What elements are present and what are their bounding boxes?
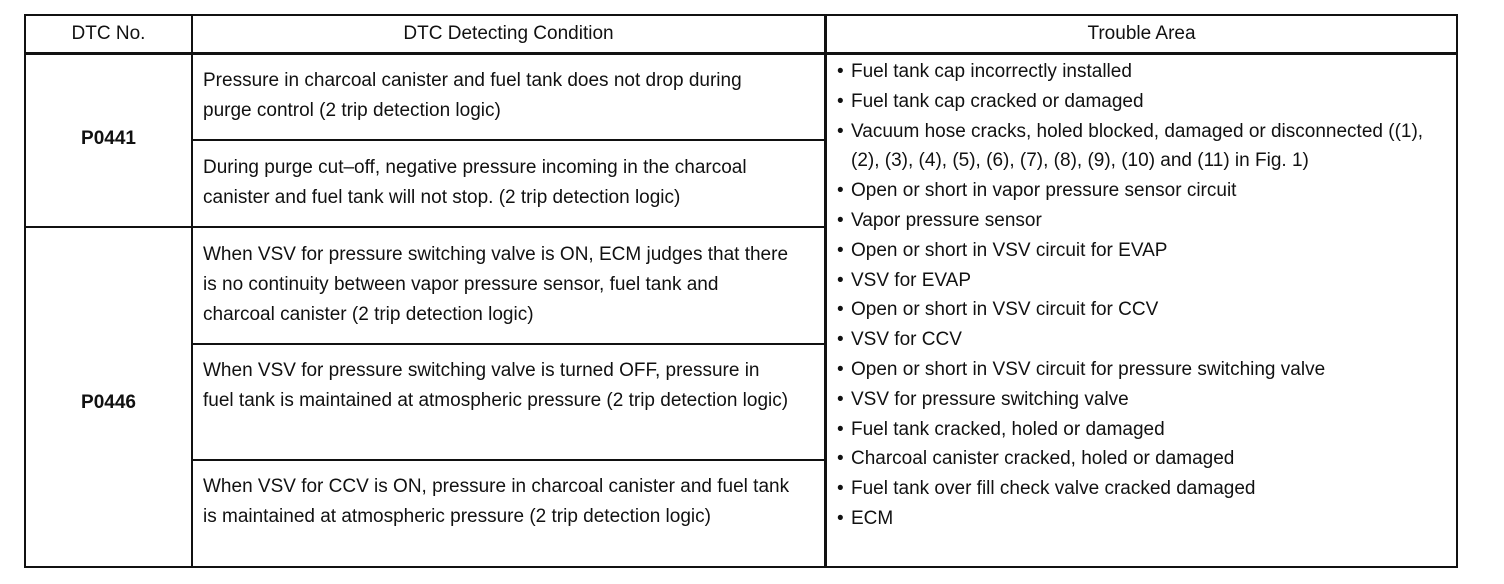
condition-text: When VSV for pressure switching valve is turned OFF, pressure in fuel tank is maintained at atmospheric pressure (2 trip detection logic) bbox=[203, 360, 789, 411]
row-divider bbox=[192, 139, 826, 141]
dtc-code: P0446 bbox=[81, 392, 136, 413]
header-condition: DTC Detecting Condition bbox=[403, 23, 614, 44]
trouble-area-item: • Fuel tank cap cracked or damaged bbox=[837, 87, 1427, 117]
row-divider bbox=[192, 343, 826, 345]
row-divider bbox=[26, 226, 826, 228]
condition-text: During purge cut–off, negative pressure incoming in the charcoal canister and fuel tank will not stop. (2 trip detection logic) bbox=[203, 157, 747, 208]
header-dtc-no: DTC No. bbox=[71, 23, 146, 44]
trouble-area-item: • Fuel tank cracked, holed or damaged bbox=[837, 415, 1427, 445]
trouble-area-item: • VSV for CCV bbox=[837, 325, 1427, 355]
trouble-area-item: • Open or short in vapor pressure sensor circuit bbox=[837, 176, 1427, 206]
trouble-area-item: • Open or short in VSV circuit for EVAP bbox=[837, 236, 1427, 266]
trouble-area-item: • Open or short in VSV circuit for pressure switching valve bbox=[837, 355, 1427, 385]
trouble-area-item: • Fuel tank over fill check valve cracked damaged bbox=[837, 474, 1427, 504]
trouble-area-item: • Fuel tank cap incorrectly installed bbox=[837, 57, 1427, 87]
dtc-table bbox=[24, 14, 1458, 568]
header-trouble-area: Trouble Area bbox=[1087, 23, 1196, 44]
row-divider bbox=[192, 459, 826, 461]
trouble-area-item: • VSV for pressure switching valve bbox=[837, 385, 1427, 415]
trouble-area-list-container bbox=[827, 57, 1427, 534]
trouble-area-item: • VSV for EVAP bbox=[837, 266, 1427, 296]
trouble-area-item: • ECM bbox=[837, 504, 1427, 534]
dtc-code: P0441 bbox=[81, 128, 136, 149]
trouble-area-list bbox=[837, 57, 1427, 534]
condition-text: When VSV for pressure switching valve is ON, ECM judges that there is no continuity between vapor pressure sensor, fuel tank and charcoal canister (2 trip detection logic) bbox=[203, 244, 789, 325]
condition-text: Pressure in charcoal canister and fuel tank does not drop during purge control (2 trip detection logic) bbox=[203, 70, 742, 121]
trouble-area-item: • Vacuum hose cracks, holed blocked, damaged or disconnected ((1), (2), (3), (4), (5), (6), (7), (8), (9), (10) and (11) in Fig. 1) bbox=[837, 117, 1427, 177]
trouble-area-item: • Vapor pressure sensor bbox=[837, 206, 1427, 236]
trouble-area-item: • Open or short in VSV circuit for CCV bbox=[837, 295, 1427, 325]
trouble-area-item: • Charcoal canister cracked, holed or damaged bbox=[837, 444, 1427, 474]
condition-text: When VSV for CCV is ON, pressure in charcoal canister and fuel tank is maintained at atmospheric pressure (2 trip detection logic) bbox=[203, 476, 790, 527]
header-divider bbox=[26, 52, 1456, 55]
